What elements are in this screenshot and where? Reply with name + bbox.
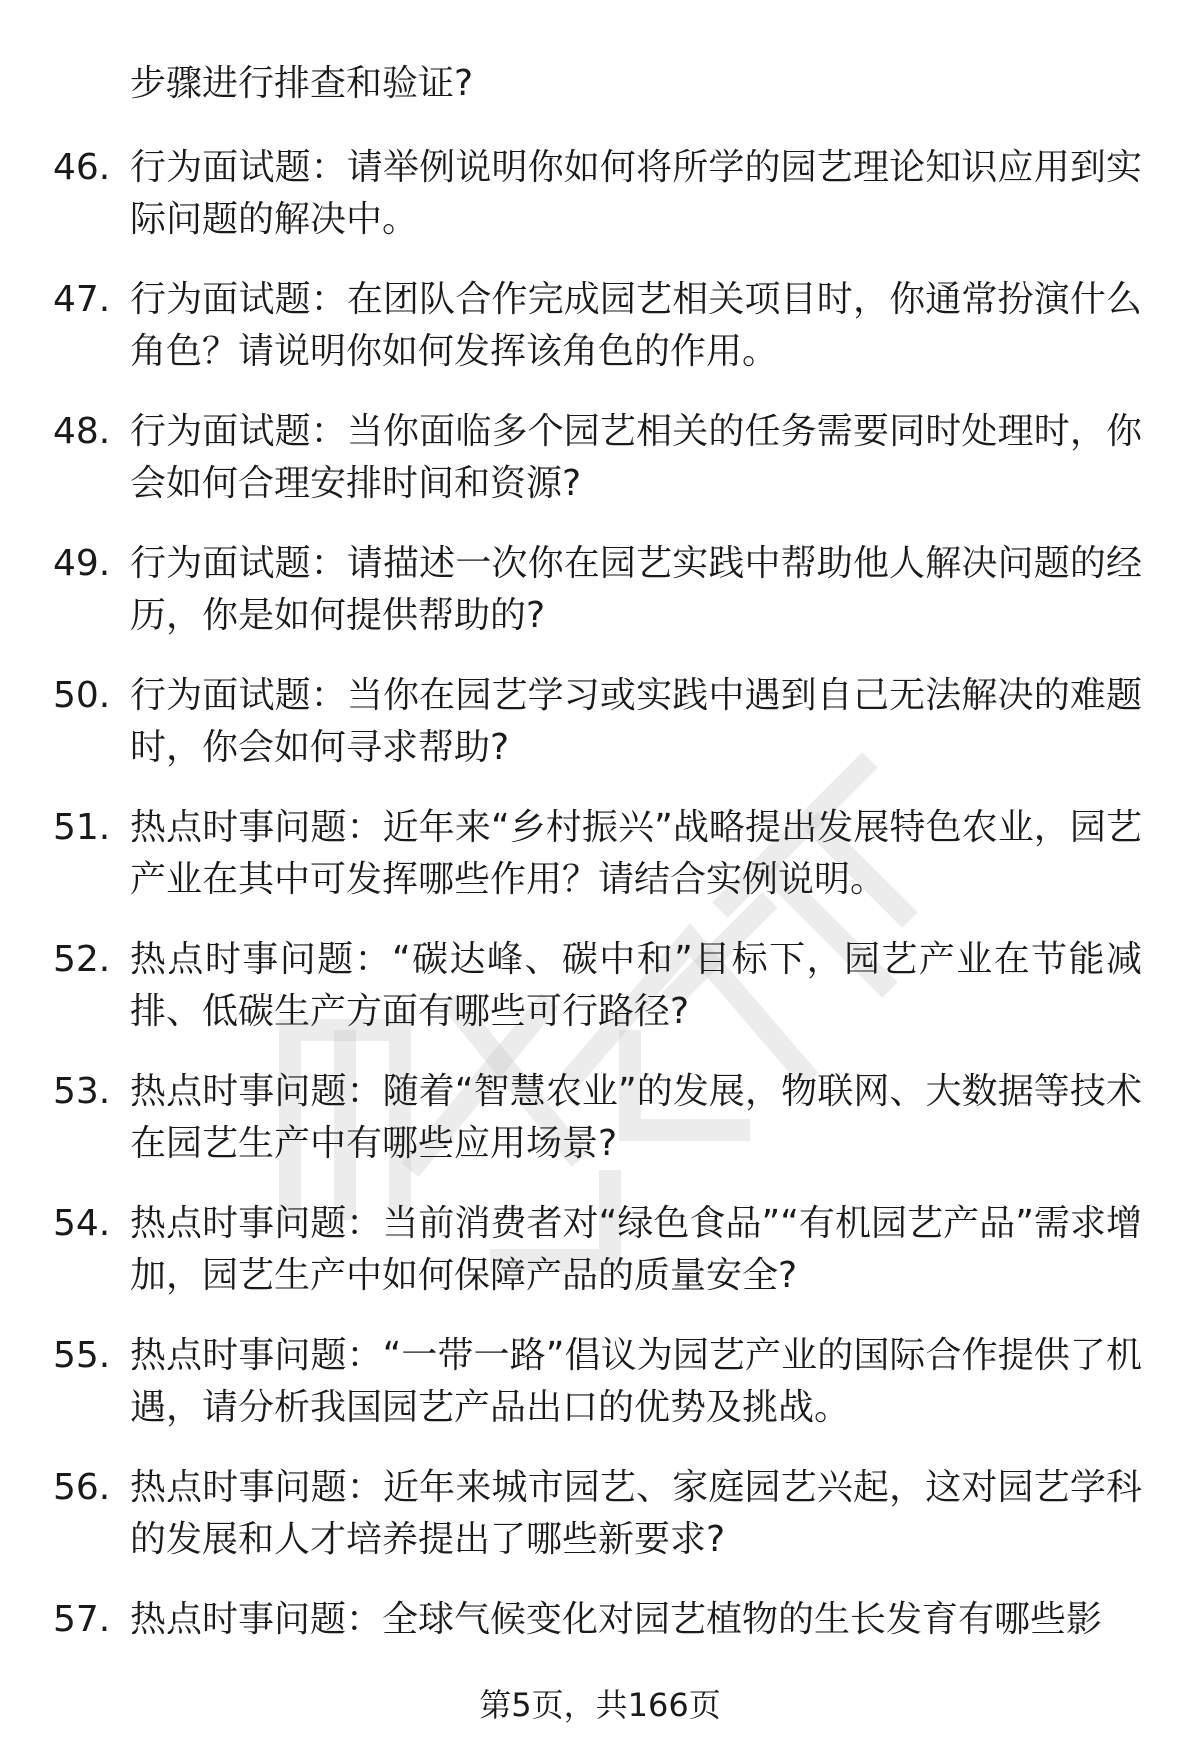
page-footer: 第5页，共166页 xyxy=(479,1686,721,1724)
question-item xyxy=(0,142,1200,274)
question-number: 51. xyxy=(53,807,111,848)
question-number: 49. xyxy=(53,543,111,584)
question-number: 53. xyxy=(53,1071,111,1112)
question-item xyxy=(0,274,1200,406)
continuation-text: 步骤进行排查和验证? xyxy=(130,63,474,104)
question-number: 57. xyxy=(53,1599,111,1640)
question-number: 48. xyxy=(53,411,111,452)
question-item xyxy=(0,538,1200,670)
question-text: 热点时事问题：当前消费者对“绿色食品”“有机园艺产品”需求增加，园艺生产中如何保障产品的质量安全? xyxy=(130,1203,1142,1296)
question-item xyxy=(0,1330,1200,1462)
question-text: 行为面试题：在团队合作完成园艺相关项目时，你通常扮演什么角色？请说明你如何发挥该角色的作用。 xyxy=(130,279,1142,372)
question-text: 热点时事问题：随着“智慧农业”的发展，物联网、大数据等技术在园艺生产中有哪些应用场景? xyxy=(130,1071,1142,1164)
question-text: 热点时事问题：“碳达峰、碳中和”目标下，园艺产业在节能减排、低碳生产方面有哪些可行路径? xyxy=(130,939,1142,1032)
question-item xyxy=(0,1066,1200,1198)
question-number: 54. xyxy=(53,1203,111,1244)
question-item xyxy=(0,1462,1200,1594)
question-text: 行为面试题：当你在园艺学习或实践中遇到自己无法解决的难题时，你会如何寻求帮助? xyxy=(130,675,1142,768)
question-text: 行为面试题：请举例说明你如何将所学的园艺理论知识应用到实际问题的解决中。 xyxy=(130,147,1142,240)
question-number: 52. xyxy=(53,939,111,980)
question-item xyxy=(0,934,1200,1066)
question-number: 50. xyxy=(53,675,111,716)
question-item xyxy=(0,406,1200,538)
question-number: 56. xyxy=(53,1467,111,1508)
question-item xyxy=(0,802,1200,934)
question-text: 热点时事问题：近年来“乡村振兴”战略提出发展特色农业，园艺产业在其中可发挥哪些作用？请结合实例说明。 xyxy=(130,807,1142,900)
question-number: 46. xyxy=(53,147,111,188)
question-item xyxy=(0,1198,1200,1330)
question-item xyxy=(0,670,1200,802)
question-text: 热点时事问题：“一带一路”倡议为园艺产业的国际合作提供了机遇，请分析我国园艺产品出口的优势及挑战。 xyxy=(130,1335,1142,1428)
question-list xyxy=(0,142,1200,1726)
question-number: 55. xyxy=(53,1335,111,1376)
question-text: 行为面试题：当你面临多个园艺相关的任务需要同时处理时，你会如何合理安排时间和资源? xyxy=(130,411,1142,504)
question-number: 47. xyxy=(53,279,111,320)
question-text: 热点时事问题：近年来城市园艺、家庭园艺兴起，这对园艺学科的发展和人才培养提出了哪些新要求? xyxy=(130,1467,1142,1560)
question-text: 行为面试题：请描述一次你在园艺实践中帮助他人解决问题的经历，你是如何提供帮助的? xyxy=(130,543,1142,636)
question-text: 热点时事问题：全球气候变化对园艺植物的生长发育有哪些影 xyxy=(130,1599,1103,1640)
